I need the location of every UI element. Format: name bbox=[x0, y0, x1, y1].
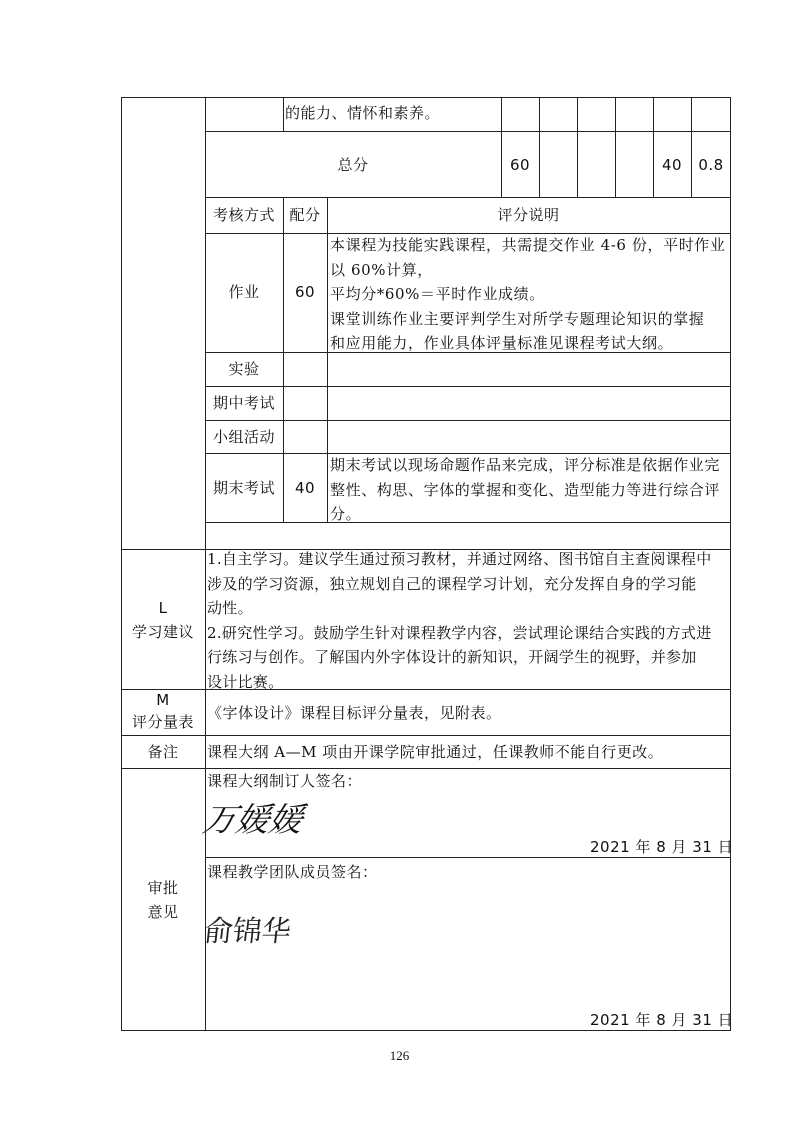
outline-signer-signature bbox=[199, 793, 326, 843]
outline-signature-glyphs: 万媛媛 bbox=[199, 800, 306, 839]
homework-desc-line: 课堂训练作业主要评判学生对所学专题理论知识的掌握 bbox=[330, 309, 705, 328]
approval-label-1: 审批 bbox=[147, 879, 179, 897]
total-value-3: 0.8 bbox=[698, 156, 724, 174]
section-m-letter: M bbox=[156, 691, 170, 709]
outline-date: 2021 年 8 月 31 日 bbox=[590, 838, 734, 856]
approval-label-2: 意见 bbox=[147, 903, 179, 921]
section-l-text bbox=[207, 547, 712, 694]
homework-desc-line: 本课程为技能实践课程，共需提交作业 4-6 份，平时作业 bbox=[330, 236, 726, 254]
team-signer-label: 课程教学团队成员签名： bbox=[207, 863, 378, 881]
section-l-line: 2.研究性学习。鼓励学生针对课程教学内容，尝试理论课结合实践的方式进 bbox=[207, 623, 712, 642]
midterm-label: 期中考试 bbox=[212, 394, 275, 412]
homework-desc-line: 以 60%计算， bbox=[330, 260, 433, 279]
final-desc-line: 整性、构思、字体的掌握和变化、造型能力等进行综合评 bbox=[330, 480, 721, 499]
section-l-title: 学习建议 bbox=[131, 623, 194, 641]
section-l-line: 设计比赛。 bbox=[207, 672, 284, 691]
remarks-text: 课程大纲 A—M 项由开课学院审批通过，任课教师不能自行更改。 bbox=[207, 743, 664, 761]
homework-desc-line: 和应用能力，作业具体评量标准见课程考试大纲。 bbox=[330, 334, 674, 352]
table-divider-main bbox=[205, 97, 206, 1031]
final-score: 40 bbox=[294, 479, 316, 497]
table-border-top bbox=[121, 97, 731, 98]
homework-score: 60 bbox=[294, 283, 316, 301]
total-value-1: 60 bbox=[509, 156, 531, 174]
homework-label: 作业 bbox=[228, 283, 260, 301]
col-divider-score-5 bbox=[653, 97, 654, 198]
team-signature-glyphs: 俞锦华 bbox=[202, 914, 293, 948]
section-l-line: 涉及的学习资源，独立规划自己的课程学习计划，充分发挥自身的学习能 bbox=[207, 574, 697, 593]
final-description bbox=[330, 453, 720, 527]
col-divider-ability bbox=[283, 97, 284, 132]
total-label: 总分 bbox=[337, 156, 369, 174]
col-divider-score-4 bbox=[615, 97, 616, 198]
remarks-label: 备注 bbox=[147, 743, 179, 761]
team-date: 2021 年 8 月 31 日 bbox=[590, 1011, 734, 1029]
col-divider-score-1 bbox=[501, 97, 502, 198]
homework-desc-line: 平均分*60%＝平时作业成绩。 bbox=[330, 285, 545, 303]
col-divider-points bbox=[327, 197, 328, 523]
group-activity-label: 小组活动 bbox=[212, 428, 275, 446]
section-l-letter: L bbox=[158, 599, 168, 617]
homework-description bbox=[330, 233, 726, 356]
page-number: 126 bbox=[389, 1048, 410, 1063]
outline-signer-label: 课程大纲制订人签名： bbox=[207, 772, 363, 790]
final-label: 期末考试 bbox=[212, 479, 275, 497]
col-divider-score-3 bbox=[577, 97, 578, 198]
team-signer-signature bbox=[202, 893, 316, 963]
col-divider-score-2 bbox=[539, 97, 540, 198]
section-l-line: 1.自主学习。建议学生通过预习教材，并通过网络、图书馆自主查阅课程中 bbox=[207, 550, 712, 568]
header-points: 配分 bbox=[289, 206, 321, 224]
rule-remarks-top bbox=[121, 735, 731, 736]
section-l-line: 动性。 bbox=[207, 599, 253, 617]
final-desc-line: 分。 bbox=[330, 505, 362, 523]
col-divider-score-6 bbox=[691, 97, 692, 198]
header-method: 考核方式 bbox=[212, 206, 275, 224]
section-l-line: 行练习与创作。了解国内外字体设计的新知识，开阔学生的视野，并参加 bbox=[207, 648, 697, 666]
experiment-label: 实验 bbox=[228, 360, 260, 378]
header-description: 评分说明 bbox=[497, 206, 560, 224]
section-m-title: 评分量表 bbox=[131, 713, 194, 731]
table-border-right bbox=[730, 97, 731, 1031]
total-value-2: 40 bbox=[661, 156, 683, 174]
col-divider-method bbox=[283, 197, 284, 523]
final-desc-line: 期末考试以现场命题作品来完成，评分标准是依据作业完 bbox=[330, 456, 721, 474]
ability-text: 的能力、情怀和素养。 bbox=[285, 104, 441, 122]
section-m-text: 《字体设计》课程目标评分量表，见附表。 bbox=[207, 704, 502, 722]
